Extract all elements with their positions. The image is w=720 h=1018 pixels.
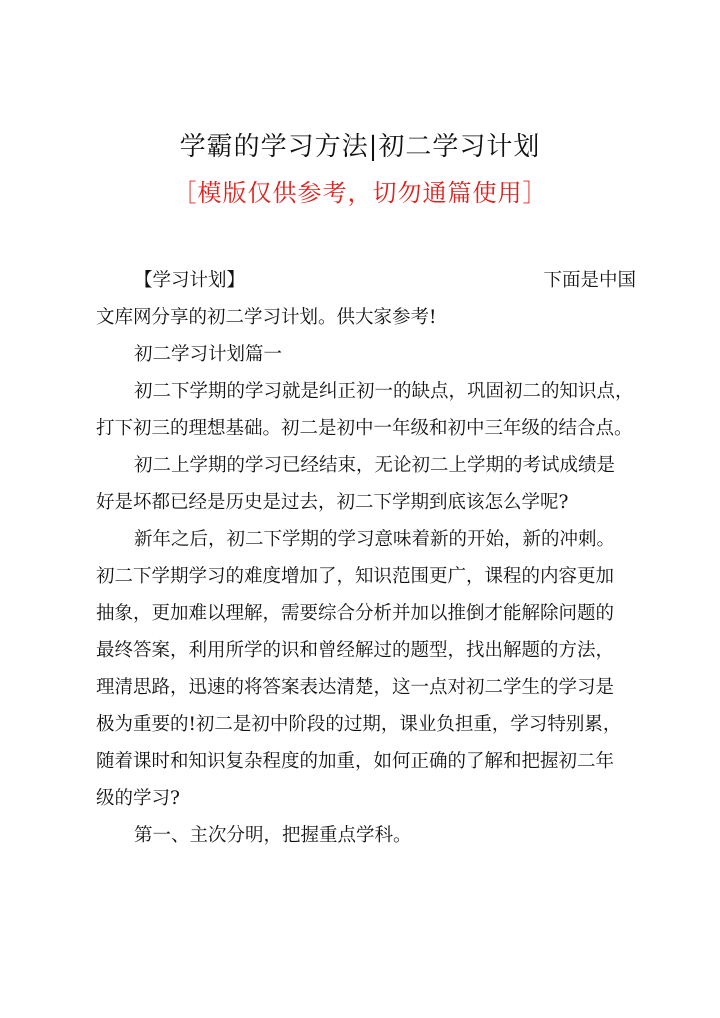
text-line: 抽象，更加难以理解，需要综合分析并加以推倒才能解除问题的 <box>96 603 615 624</box>
text-line: 初二上学期的学习已经结束，无论初二上学期的考试成绩是 <box>134 455 616 476</box>
text-line: 级的学习? <box>96 788 180 809</box>
text-line: 第一、主次分明，把握重点学科。 <box>134 825 412 846</box>
text-line: 打下初三的理想基础。初二是初中一年级和初中三年级的结合点。 <box>96 418 633 439</box>
text-line: 初二下学期的学习就是纠正初一的缺点，巩固初二的知识点， <box>134 381 634 402</box>
paragraph-lines <box>96 373 636 854</box>
document-body <box>96 262 636 854</box>
document-title: 学霸的学习方法|初二学习计划 <box>179 132 541 162</box>
text-line: 极为重要的!初二是初中阶段的过期，课业负担重，学习特别累， <box>96 714 622 735</box>
text-line: 好是坏都已经是历史是过去，初二下学期到底该怎么学呢? <box>96 492 569 513</box>
text-line: 初二下学期学习的难度增加了，知识范围更广，课程的内容更加 <box>96 566 615 587</box>
text-line: 新年之后，初二下学期的学习意味着新的开始，新的冲刺。 <box>134 529 616 550</box>
document-subtitle: ［模版仅供参考，切勿通篇使用］ <box>172 179 548 207</box>
intro-trailing: 下面是中国 <box>543 270 636 291</box>
text-line: 最终答案，利用所学的识和曾经解过的题型，找出解题的方法， <box>96 640 615 661</box>
text-line: 理清思路，迅速的将答案表达清楚，这一点对初二学生的学习是 <box>96 677 615 698</box>
intro-line <box>96 262 636 299</box>
section-heading: 初二学习计划篇一 <box>134 344 283 365</box>
intro-continuation: 文库网分享的初二学习计划。供大家参考! <box>96 307 437 328</box>
intro-label: 【学习计划】 <box>134 270 246 291</box>
text-line: 随着课时和知识复杂程度的加重，如何正确的了解和把握初二年 <box>96 751 615 772</box>
